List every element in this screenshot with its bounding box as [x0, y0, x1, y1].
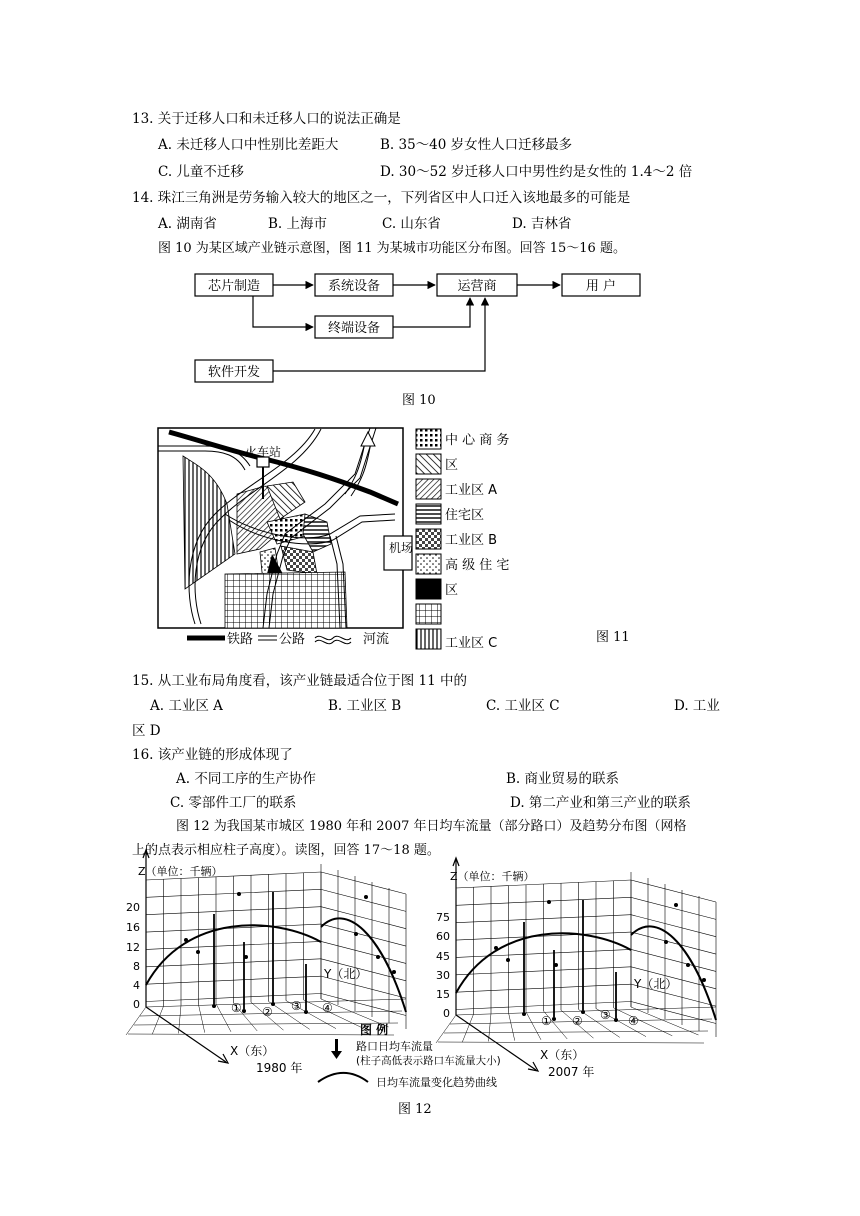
q13-option-a: A. 未迁移人口中性别比差距大: [158, 137, 339, 153]
fig12-legend-curve: 日均车流量变化趋势曲线: [376, 1076, 497, 1089]
pt-1980-1: ①: [231, 1001, 242, 1015]
legend-label-3: 住宅区: [445, 508, 485, 523]
chart-1980-dot-3: [237, 892, 241, 896]
q15-stem: 15. 从工业布局角度看，该产业链最适合位于图 11 中的: [132, 673, 468, 689]
pt-2007-4: ④: [628, 1014, 639, 1028]
chart-1980-dot-6: [354, 932, 358, 936]
legend-label-6: 区: [445, 583, 459, 598]
chart-2007-dot-8: [702, 978, 706, 982]
z-label-2007: Z（单位：千辆）: [450, 870, 535, 883]
legend-river: 河流: [363, 632, 390, 647]
figure-12-chart: [126, 862, 730, 1097]
q16-option-a: A. 不同工序的生产协作: [176, 771, 316, 787]
chart-2007-dot-2: [506, 958, 510, 962]
year-1980: 1980 年: [256, 1061, 303, 1075]
q13-option-d: D. 30～52 岁迁移人口中男性约是女性的 1.4～2 倍: [380, 164, 693, 180]
legend-label-5: 高 级 住 宅: [445, 558, 510, 573]
q15-option-c: C. 工业区 C: [486, 698, 560, 714]
tick-2007-2: 45: [436, 950, 450, 963]
tick-2007-3: 30: [436, 969, 450, 982]
chart-2007-dot-3: [547, 900, 551, 904]
legend-label-0: 中 心 商 务: [445, 433, 510, 448]
zone-grid: [225, 572, 347, 628]
y-label-2007: Y（北）: [634, 977, 678, 991]
intro-15-16: 图 10 为某区域产业链示意图，图 11 为某城市功能区分布图。回答 15～16 题。: [158, 241, 626, 256]
box-system-label: 系统设备: [327, 279, 381, 294]
pt-2007-1: ①: [541, 1014, 552, 1028]
q15-option-d-part1: D. 工业: [674, 698, 720, 714]
q16-option-c: C. 零部件工厂的联系: [170, 795, 297, 811]
tick-2007-0: 75: [436, 911, 450, 924]
chart-1980-dot-5: [364, 895, 368, 899]
q13-option-c: C. 儿童不迁移: [158, 164, 244, 180]
chart-1980-dot-4: [244, 955, 248, 959]
chart-1980-dot-2: [196, 950, 200, 954]
intro-17-18-line1: 图 12 为我国某市城区 1980 年和 2007 年日均车流量（部分路口）及趋势分布图（网格: [176, 819, 687, 834]
chart-1980-dot-8: [392, 970, 396, 974]
legend-railway: 铁路: [227, 632, 254, 647]
figure-10-diagram: [185, 268, 655, 386]
tick-2007-5: 0: [443, 1007, 450, 1020]
legend-label-7: 工业区 C: [445, 636, 498, 651]
year-2007: 2007 年: [548, 1065, 595, 1079]
chart-2007-dot-6: [664, 940, 668, 944]
fig12-legend-bar-2: (柱子高低表示路口车流量大小): [356, 1055, 501, 1067]
legend-label-1: 区: [445, 458, 459, 473]
tick-1980-5: 0: [133, 998, 140, 1011]
x-label-1980: X（东）: [230, 1044, 275, 1058]
tick-1980-4: 4: [133, 979, 140, 992]
pt-2007-3: ③: [600, 1008, 611, 1022]
tick-1980-3: 8: [133, 960, 140, 973]
legend-label-2: 工业区 A: [445, 483, 498, 498]
fig12-legend-title: 图 例: [360, 1023, 389, 1037]
y-label-1980: Y（北）: [324, 967, 368, 981]
tick-1980-1: 16: [126, 921, 140, 934]
chart-2007-dot-5: [674, 903, 678, 907]
q15-option-a: A. 工业区 A: [150, 698, 223, 714]
chart-2007-dot-4: [554, 963, 558, 967]
q13-option-b: B. 35～40 岁女性人口迁移最多: [380, 137, 573, 153]
q16-option-b: B. 商业贸易的联系: [506, 771, 620, 787]
figure-12-caption: 图 12: [398, 1102, 432, 1117]
station-label: 火车站: [245, 445, 282, 459]
q14-option-b: B. 上海市: [268, 216, 328, 232]
q14-option-d: D. 吉林省: [512, 216, 572, 232]
figure-11-caption: 图 11: [596, 630, 630, 645]
box-operator-label: 运营商: [457, 279, 497, 294]
tick-1980-0: 20: [126, 901, 140, 914]
box-chip-label: 芯片制造: [207, 279, 261, 294]
q15-option-b: B. 工业区 B: [328, 698, 402, 714]
box-software-label: 软件开发: [207, 365, 261, 380]
fig12-legend-bar-1: 路口日均车流量: [356, 1040, 433, 1053]
chart-2007-dot-7: [686, 963, 690, 967]
chart-2007: [436, 858, 716, 1071]
chart-2007-trend-curve-y: [631, 926, 716, 1020]
chart-1980-trend-curve-y: [321, 918, 406, 1012]
tick-1980-2: 12: [126, 941, 140, 954]
legend-highway: 公路: [279, 632, 306, 647]
chart-1980-dot-7: [376, 955, 380, 959]
pt-1980-2: ②: [262, 1005, 273, 1019]
q16-stem: 16. 该产业链的形成体现了: [132, 747, 293, 763]
z-label-1980: Z（单位：千辆）: [138, 865, 223, 878]
figure-11-map: [155, 424, 527, 652]
q14-option-c: C. 山东省: [382, 216, 441, 232]
q14-stem: 14. 珠江三角洲是劳务输入较大的地区之一，下列省区中人口迁入该地最多的可能是: [132, 190, 631, 206]
chart-2007-dot-1: [494, 946, 498, 950]
x-label-2007: X（东）: [540, 1048, 585, 1062]
airport-label: 机场: [389, 541, 414, 555]
intro-17-18-line2: 上的点表示相应柱子高度）。读图，回答 17～18 题。: [132, 843, 440, 858]
q14-option-a: A. 湖南省: [158, 216, 217, 232]
chart-1980-dot-1: [184, 938, 188, 942]
q13-stem: 13. 关于迁移人口和未迁移人口的说法正确是: [132, 111, 401, 127]
pt-2007-2: ②: [572, 1014, 583, 1028]
box-user-label: 用 户: [585, 279, 617, 294]
tick-2007-4: 15: [436, 988, 450, 1001]
box-terminal-label: 终端设备: [327, 321, 381, 336]
figure-10-caption: 图 10: [402, 393, 436, 408]
pt-1980-3: ③: [291, 999, 302, 1013]
tick-2007-1: 60: [436, 930, 450, 943]
legend-label-4: 工业区 B: [445, 533, 498, 548]
q15-option-d-part2: 区 D: [132, 723, 161, 739]
q16-option-d: D. 第二产业和第三产业的联系: [510, 795, 691, 811]
pt-1980-4: ④: [322, 1001, 333, 1015]
